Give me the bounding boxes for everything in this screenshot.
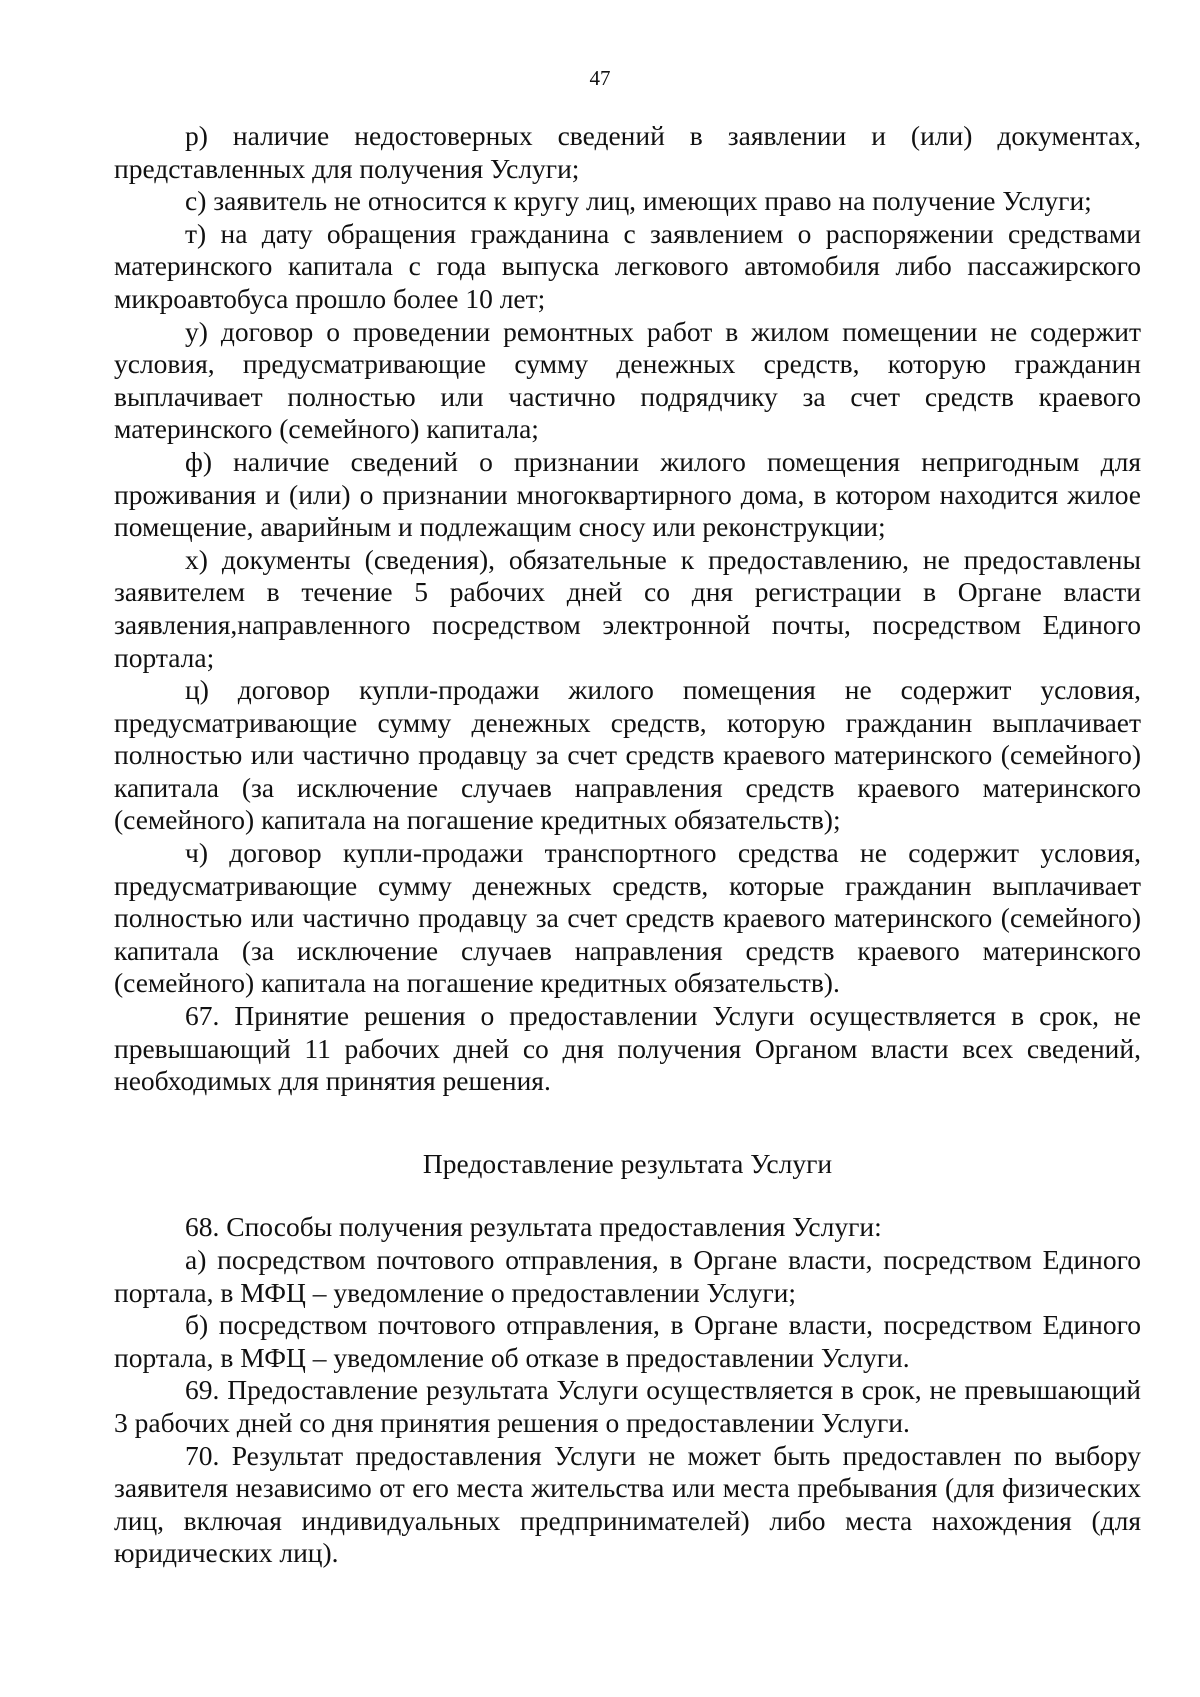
paragraph-item-kh: х) документы (сведения), обязательные к предоставлению, не предоставлены заявителем в течение 5 рабочих дней со дня регистрации в Органе власти заявления,направленного посредством электронной почты, посредством Единого портала; <box>114 543 1141 673</box>
paragraph-item-f: ф) наличие сведений о признании жилого помещения непригодным для проживания и (или) о признании многоквартирного дома, в котором находится жилое помещение, аварийным и подлежащим сносу или реконструкции; <box>114 445 1141 543</box>
paragraph-item-s: с) заявитель не относится к кругу лиц, имеющих право на получение Услуги; <box>185 185 1092 217</box>
paragraph-item-u: у) договор о проведении ремонтных работ в жилом помещении не содержит условия, предусматривающие сумму денежных средств, которую гражданин выплачивает полностью или частично подрядчику за счет средств краевого материнского (семейного) капитала; <box>114 315 1141 445</box>
paragraph-item-ts: ц) договор купли-продажи жилого помещения не содержит условия, предусматривающие сумму денежных средств, которую гражданин выплачивает полностью или частично продавцу за счет средств краевого материнского (семейного) капитала (за исключение случаев направления средств краевого материнского (семейного) капитала на погашение кредитных обязательств); <box>114 674 1141 836</box>
paragraph-clause-70: 70. Результат предоставления Услуги не может быть предоставлен по выбору заявителя независимо от его места жительства или места пребывания (для физических лиц, включая индивидуальных предпринимателей) либо места нахождения (для юридических лиц). <box>114 1439 1141 1569</box>
paragraph-item-t: т) на дату обращения гражданина с заявлением о распоряжении средствами материнского капитала с года выпуска легкового автомобиля либо пассажирского микроавтобуса прошло более 10 лет; <box>114 217 1141 314</box>
document-body <box>114 120 1141 1570</box>
section-heading: Предоставление результата Услуги <box>422 1147 833 1179</box>
paragraph-item-r: р) наличие недостоверных сведений в заявлении и (или) документах, представленных для получения Услуги; <box>114 120 1141 184</box>
page-number: 47 <box>589 66 611 90</box>
paragraph-clause-67: 67. Принятие решения о предоставлении Услуги осуществляется в срок, не превышающий 11 рабочих дней со дня получения Органом власти всех сведений, необходимых для принятия решения. <box>114 1000 1141 1097</box>
paragraph-clause-68: 68. Способы получения результата предоставления Услуги: <box>185 1211 882 1243</box>
paragraph-item-b: б) посредством почтового отправления, в Органе власти, посредством Единого портала, в МФЦ – уведомление об отказе в предоставлении Услуги. <box>114 1309 1141 1373</box>
paragraph-clause-69: 69. Предоставление результата Услуги осуществляется в срок, не превышающий 3 рабочих дней со дня принятия решения о предоставлении Услуги. <box>114 1374 1141 1438</box>
paragraph-item-ch: ч) договор купли-продажи транспортного средства не содержит условия, предусматривающие сумму денежных средств, которые гражданин выплачивает полностью или частично продавцу за счет средств краевого материнского (семейного) капитала (за исключение случаев направления средств краевого материнского (семейного) капитала на погашение кредитных обязательств). <box>114 837 1141 999</box>
paragraph-item-a: а) посредством почтового отправления, в Органе власти, посредством Единого портала, в МФЦ – уведомление о предоставлении Услуги; <box>114 1244 1141 1308</box>
